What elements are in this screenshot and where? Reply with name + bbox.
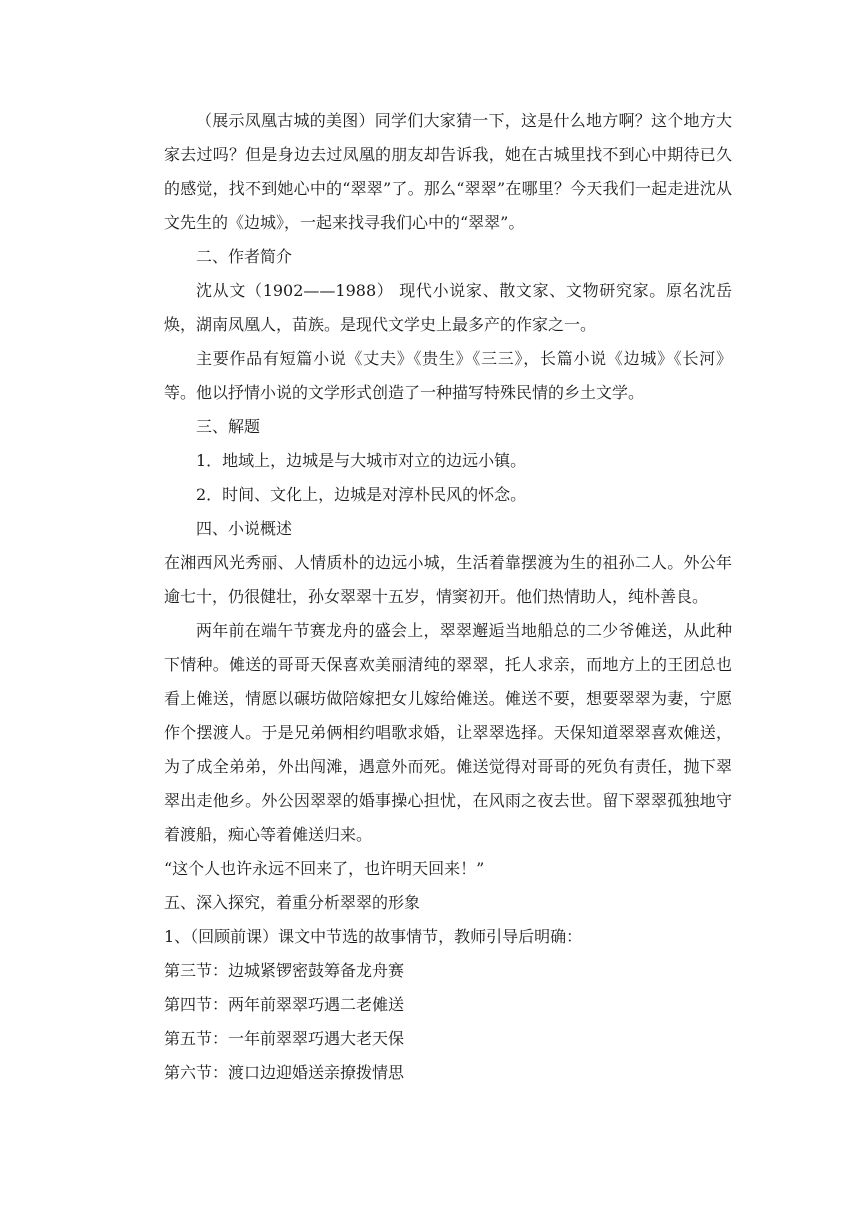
document-page	[164, 104, 732, 1090]
title-explanation-item-1: 1．地域上，边城是与大城市对立的边远小镇。	[196, 451, 527, 470]
author-bio-paragraph: 沈从文（1902——1988） 现代小说家、散文家、文物研究家。原名沈岳焕，湖南凤凰人，苗族。是现代文学史上最多产的作家之一。	[164, 281, 732, 334]
section-heading-title-explanation: 三、解题	[196, 417, 261, 436]
quote-line: “这个人也许永远不回来了，也许明天回来！”	[164, 859, 485, 878]
plot-section-5: 第五节：一年前翠翠巧遇大老天保	[164, 1029, 405, 1048]
plot-section-4: 第四节：两年前翠翠巧遇二老傩送	[164, 995, 405, 1014]
major-works-paragraph: 主要作品有短篇小说《丈夫》《贵生》《三三》，长篇小说《边城》《长河》等。他以抒情小说的文学形式创造了一种描写特殊民情的乡土文学。	[164, 349, 732, 402]
plot-section-3: 第三节：边城紧锣密鼓筹备龙舟赛	[164, 961, 405, 980]
section-heading-analysis: 五、深入探究，着重分析翠翠的形象	[164, 893, 421, 912]
section-heading-summary: 四、小说概述	[196, 519, 293, 538]
summary-paragraph-2: 两年前在端午节赛龙舟的盛会上，翠翠邂逅当地船总的二少爷傩送，从此种下情种。傩送的哥哥天保喜欢美丽清纯的翠翠，托人求亲，而地方上的王团总也看上傩送，情愿以碾坊做陪嫁把女儿嫁给傩送。傩送不要，想要翠翠为妻，宁愿作个摆渡人。于是兄弟俩相约唱歌求婚，让翠翠选择。天保知道翠翠喜欢傩送，为了成全弟弟，外出闯滩，遇意外而死。傩送觉得对哥哥的死负有责任，抛下翠翠出走他乡。外公因翠翠的婚事操心担忧，在风雨之夜去世。留下翠翠孤独地守着渡船，痴心等着傩送归来。	[164, 621, 732, 844]
title-explanation-item-2: 2．时间、文化上，边城是对淳朴民风的怀念。	[196, 485, 527, 504]
analysis-item-1: 1、（回顾前课）课文中节选的故事情节，教师引导后明确：	[164, 927, 583, 946]
intro-paragraph: （展示凤凰古城的美图）同学们大家猜一下，这是什么地方啊？这个地方大家去过吗？但是身边去过凤凰的朋友却告诉我，她在古城里找不到心中期待已久的感觉，找不到她心中的“翠翠”了。那么“翠翠”在哪里？今天我们一起走进沈从文先生的《边城》，一起来找寻我们心中的“翠翠”。	[164, 111, 732, 232]
plot-section-6: 第六节：渡口边迎婚送亲撩拨情思	[164, 1063, 405, 1082]
summary-paragraph-1: 在湘西风光秀丽、人情质朴的边远小城，生活着靠摆渡为生的祖孙二人。外公年逾七十，仍很健壮，孙女翠翠十五岁，情窦初开。他们热情助人，纯朴善良。	[164, 553, 732, 606]
section-heading-author: 二、作者简介	[196, 247, 293, 266]
